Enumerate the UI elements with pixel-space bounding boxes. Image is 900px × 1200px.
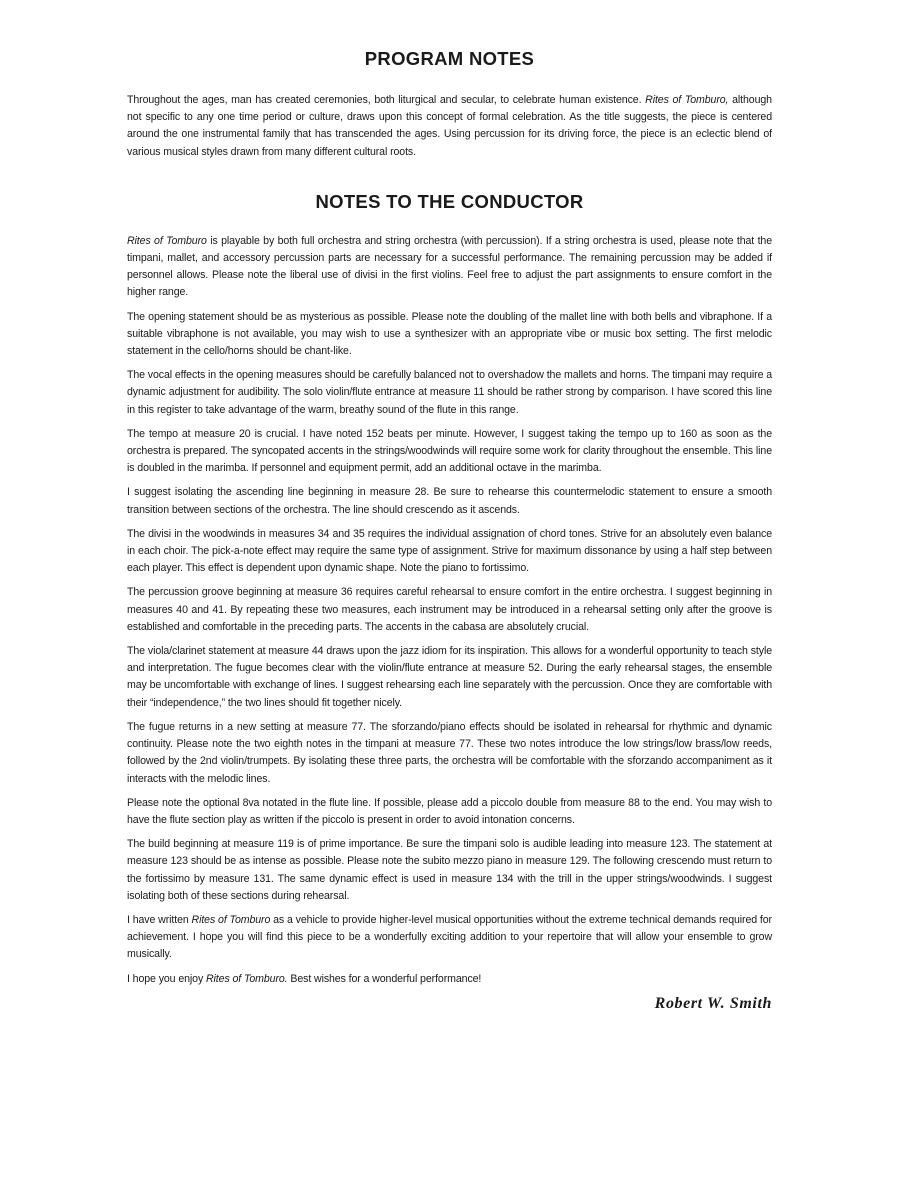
conductor-paragraph-1	[127, 233, 772, 302]
text-run: as a vehicle to provide higher-level musical opportunities without the extreme technical demands required for achievement. I hope you will find this piece to be a wonderfully exciting addition to your repertoire that will allow your ensemble to grow musically.	[127, 913, 772, 961]
program-notes-title: PROGRAM NOTES	[364, 48, 535, 69]
text-run: I have written	[127, 913, 192, 926]
text-run: although not specific to any one time period or culture, draws upon this concept of formal celebration. As the title suggests, the piece is centered around the one instrumental family that has transcended the ages. Using percussion for its driving force, the piece is an eclectic blend of various musical styles drawn from many different cultural roots.	[127, 94, 772, 158]
text-run: I hope you enjoy	[127, 972, 206, 985]
work-title-italic: Rites of Tomburo	[191, 913, 271, 926]
conductor-paragraph-2: The opening statement should be as mysterious as possible. Please note the doubling of the mallet line with both bells and vibraphone. If a suitable vibraphone is not available, you may wish to use a synthesizer with an appropriate vibe or music box setting. The first melodic statement in the cello/horns should be chant-like.	[127, 310, 772, 358]
work-title-italic: Rites of Tomburo	[127, 234, 207, 247]
conductor-paragraph-9: The fugue returns in a new setting at measure 77. The sforzando/piano effects should be isolated in rehearsal for rhythmic and dynamic continuity. Please note the two eighth notes in the timpani at measure 77. These two notes introduce the low strings/low brass/low reeds, followed by the 2nd violin/trumpets. By isolating these three parts, the orchestra will be comfortable with the sforzando accompaniment as it interacts with the melodic lines.	[127, 720, 772, 785]
author-signature: Robert W. Smith	[654, 994, 772, 1012]
text-run: Best wishes for a wonderful performance!	[287, 972, 482, 985]
document-page	[127, 46, 772, 1013]
work-title-italic: Rites of Tomburo.	[206, 972, 288, 985]
conductor-paragraph-12	[127, 912, 772, 964]
text-run: Throughout the ages, man has created ceremonies, both liturgical and secular, to celebrate human existence.	[127, 94, 646, 106]
conductor-paragraph-10: Please note the optional 8va notated in the flute line. If possible, please add a piccolo double from measure 88 to the end. You may wish to have the flute section play as written if the piccolo is present in order to avoid intonation concerns.	[127, 796, 772, 826]
text-run: is playable by both full orchestra and string orchestra (with percussion). If a string orchestra is used, please note that the timpani, mallet, and accessory percussion parts are necessary for a successful performance. The remaining percussion may be added if personnel allows. Please note the liberal use of divisi in the first violins. Feel free to adjust the part assignments to ensure comfort in the higher range.	[127, 234, 772, 299]
program-notes-paragraph	[127, 92, 772, 161]
conductor-paragraph-6: The divisi in the woodwinds in measures 34 and 35 requires the individual assignation of chord tones. Strive for an absolutely even balance in each choir. The pick-a-note effect may require the same type of assignment. Strive for maximum dissonance by using a half step between each player. This effect is dependent upon dynamic shape. Note the piano to fortissimo.	[127, 527, 772, 575]
work-title-italic: Rites of Tomburo,	[645, 94, 729, 106]
conductor-paragraph-5: I suggest isolating the ascending line beginning in measure 28. Be sure to rehearse this countermelodic statement to ensure a smooth transition between sections of the orchestra. The line should crescendo as it ascends.	[127, 486, 772, 516]
conductor-paragraph-3: The vocal effects in the opening measures should be carefully balanced not to overshadow the mallets and horns. The timpani may require a dynamic adjustment for audibility. The solo violin/flute entrance at measure 11 should be rather strong by comparison. I have scored this line in this register to take advantage of the warm, breathy sound of the flute in this range.	[127, 369, 772, 416]
conductor-paragraph-13	[127, 971, 772, 988]
conductor-paragraph-11: The build beginning at measure 119 is of prime importance. Be sure the timpani solo is audible leading into measure 123. The statement at measure 123 should be as intense as possible. Please note the subito mezzo piano in measure 129. The following crescendo must return to the fortissimo by measure 131. The same dynamic effect is used in measure 134 with the trill in the upper strings/woodwinds. I suggest isolating both of these sections during rehearsal.	[127, 838, 772, 902]
conductor-paragraph-7: The percussion groove beginning at measure 36 requires careful rehearsal to ensure comfort in the entire orchestra. I suggest beginning in measures 40 and 41. By repeating these two measures, each instrument may be introduced in a rehearsal setting only after the groove is established and comfortable in the preceding parts. The accents in the cabasa are absolutely crucial.	[127, 586, 772, 633]
conductor-paragraph-8: The viola/clarinet statement at measure 44 draws upon the jazz idiom for its inspiration. This allows for a wonderful opportunity to teach style and interpretation. The fugue becomes clear with the violin/flute entrance at measure 52. During the early rehearsal stages, the ensemble may be uncomfortable with exchange of lines. I suggest rehearsing each line separately with the percussion. Once they are comfortable with their “independence,” the two lines should fit together nicely.	[127, 645, 772, 709]
conductor-notes-title: NOTES TO THE CONDUCTOR	[315, 190, 584, 212]
conductor-paragraph-4: The tempo at measure 20 is crucial. I have noted 152 beats per minute. However, I suggest taking the tempo up to 160 as soon as the orchestra is prepared. The syncopated accents in the strings/woodwinds will require some work for clarity throughout the ensemble. This line is doubled in the marimba. If personnel and equipment permit, add an additional octave in the marimba.	[127, 427, 772, 475]
